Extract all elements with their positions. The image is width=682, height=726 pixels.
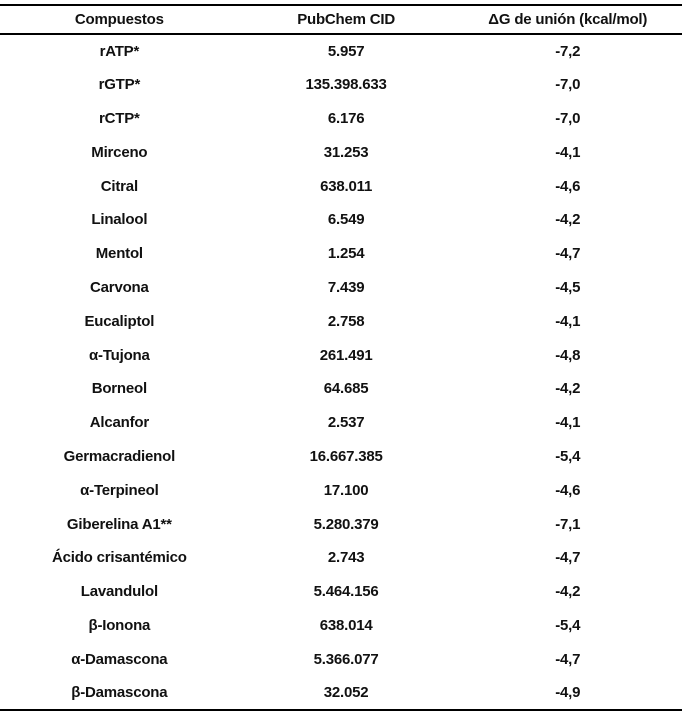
table-row	[0, 68, 682, 102]
compound-cell: Linalool	[91, 211, 148, 229]
dg-cell: -4,7	[555, 245, 581, 263]
dg-cell: -4,6	[555, 481, 581, 499]
dg-cell: -4,2	[555, 583, 581, 601]
dg-cell: -4,8	[555, 346, 581, 364]
cid-cell: 5.280.379	[313, 515, 379, 533]
compound-cell: Lavandulol	[80, 583, 158, 601]
compound-cell: α-Damascona	[71, 650, 168, 668]
compound-cell: Giberelina A1**	[66, 515, 172, 533]
dg-cell: -4,1	[555, 414, 581, 432]
cid-cell: 5.464.156	[313, 583, 379, 601]
cid-cell: 7.439	[327, 278, 365, 296]
table-row	[0, 406, 682, 440]
header-cell-binding-dg: ΔG de unión (kcal/mol)	[488, 11, 648, 28]
dg-cell: -7,1	[555, 515, 581, 533]
compound-cell: α-Tujona	[89, 346, 150, 364]
cid-cell: 6.549	[327, 211, 365, 229]
dg-cell: -4,7	[555, 549, 581, 567]
table-row	[0, 304, 682, 338]
dg-cell: -4,6	[555, 177, 581, 195]
table-row	[0, 676, 682, 710]
table-row	[0, 507, 682, 541]
cid-cell: 31.253	[323, 143, 369, 161]
compound-cell: Germacradienol	[63, 447, 176, 465]
compound-cell: Carvona	[90, 278, 149, 296]
dg-cell: -4,7	[555, 650, 581, 668]
header-cell-compounds: Compuestos	[74, 11, 164, 28]
dg-cell: -7,0	[555, 76, 581, 94]
cid-cell: 261.491	[319, 346, 373, 364]
dg-cell: -7,2	[555, 42, 581, 60]
table-row	[0, 203, 682, 237]
header-cell-pubchem-cid: PubChem CID	[297, 11, 395, 28]
compound-cell: rGTP*	[98, 76, 141, 94]
compound-cell: rCTP*	[99, 109, 140, 127]
cid-cell: 2.743	[327, 549, 365, 567]
table-row	[0, 34, 682, 68]
cid-cell: 64.685	[323, 380, 369, 398]
compound-cell: β-Damascona	[71, 684, 168, 702]
table-header-row	[0, 5, 682, 34]
table-row	[0, 440, 682, 474]
table-row	[0, 642, 682, 676]
dg-cell: -4,5	[555, 278, 581, 296]
dg-cell: -5,4	[555, 616, 581, 634]
cid-cell: 2.537	[327, 414, 365, 432]
cid-cell: 1.254	[327, 245, 365, 263]
table-body	[0, 34, 682, 710]
compound-cell: Ácido crisantémico	[51, 549, 187, 567]
table-row	[0, 575, 682, 609]
compound-cell: Eucaliptol	[84, 312, 155, 330]
dg-cell: -4,2	[555, 380, 581, 398]
compound-cell: β-Ionona	[88, 616, 151, 634]
table-row	[0, 473, 682, 507]
cid-cell: 32.052	[323, 684, 369, 702]
cid-cell: 638.014	[319, 616, 373, 634]
table-row	[0, 237, 682, 271]
table-row	[0, 102, 682, 136]
cid-cell: 135.398.633	[305, 76, 387, 94]
table-row	[0, 271, 682, 305]
compound-cell: Mentol	[95, 245, 143, 263]
compound-cell: Alcanfor	[89, 414, 149, 432]
table-row	[0, 372, 682, 406]
cid-cell: 5.957	[327, 42, 365, 60]
compound-cell: Borneol	[91, 380, 147, 398]
compound-cell: α-Terpineol	[80, 481, 159, 499]
dg-cell: -5,4	[555, 447, 581, 465]
compound-cell: Mirceno	[91, 143, 148, 161]
cid-cell: 638.011	[320, 177, 373, 195]
compound-cell: rATP*	[99, 42, 140, 60]
table-row	[0, 169, 682, 203]
dg-cell: -4,9	[555, 684, 581, 702]
dg-cell: -4,2	[555, 211, 581, 229]
cid-cell: 16.667.385	[309, 447, 383, 465]
table-row	[0, 135, 682, 169]
compounds-table	[0, 4, 682, 711]
dg-cell: -7,0	[555, 109, 581, 127]
cid-cell: 2.758	[327, 312, 365, 330]
dg-cell: -4,1	[555, 312, 581, 330]
table-row	[0, 338, 682, 372]
table-row	[0, 541, 682, 575]
dg-cell: -4,1	[555, 143, 581, 161]
cid-cell: 5.366.077	[313, 650, 379, 668]
compound-cell: Citral	[100, 177, 138, 195]
cid-cell: 17.100	[323, 481, 369, 499]
table-row	[0, 609, 682, 643]
cid-cell: 6.176	[327, 109, 365, 127]
